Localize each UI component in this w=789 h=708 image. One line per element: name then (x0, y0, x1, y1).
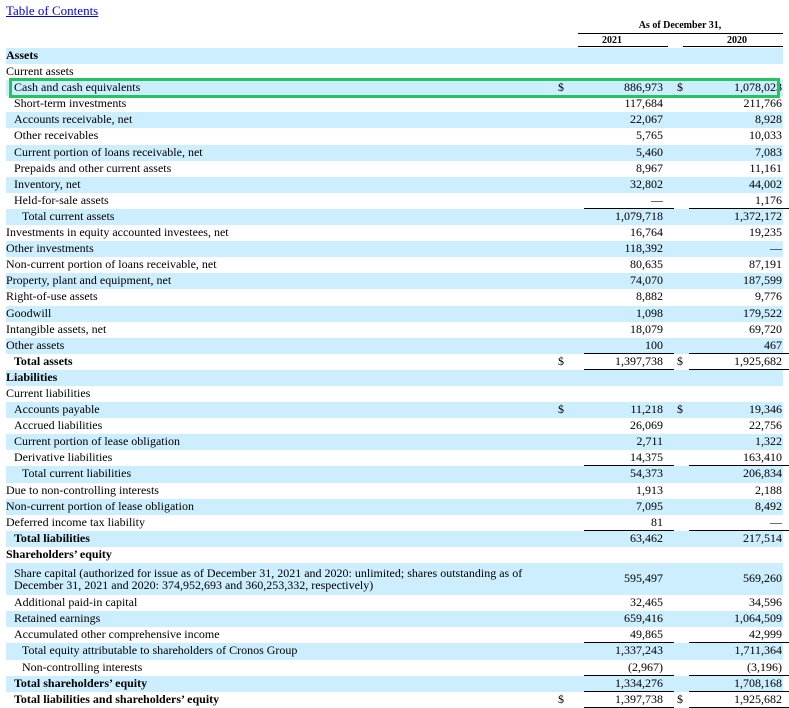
table-row (6, 660, 783, 676)
row-label: Deferred income tax liability (6, 514, 145, 529)
value-2020: 10,033 (749, 128, 782, 143)
table-row (6, 643, 783, 659)
table-of-contents-link[interactable]: Table of Contents (6, 3, 99, 18)
table-row (6, 338, 783, 354)
value-2021: 8,882 (636, 289, 663, 304)
currency-symbol-2021: $ (558, 80, 564, 95)
value-2021: 7,095 (636, 498, 663, 513)
value-2020: 69,720 (749, 321, 782, 336)
row-label: Accrued liabilities (14, 418, 103, 433)
table-row (6, 193, 783, 209)
row-label: Current liabilities (6, 385, 91, 400)
value-2021: 117,684 (624, 96, 663, 111)
value-2021: 5,765 (636, 128, 663, 143)
value-2020: 1,064,509 (734, 611, 782, 626)
row-label: Shareholders’ equity (6, 546, 112, 561)
row-label: Other investments (6, 241, 94, 256)
value-2020: 44,002 (749, 176, 782, 191)
value-2020: — (770, 241, 782, 256)
value-2020: 1,925,682 (734, 353, 782, 368)
row-label: Non-current portion of lease obligation (6, 498, 194, 513)
table-row (6, 386, 783, 402)
table-row-highlighted (6, 80, 783, 96)
value-2020: 187,599 (743, 273, 782, 288)
table-row (6, 531, 783, 547)
row-label: Total liabilities (14, 530, 90, 545)
currency-symbol-2020: $ (677, 80, 683, 95)
table-row (6, 209, 783, 225)
value-2021: — (651, 192, 663, 207)
currency-symbol-2021: $ (558, 402, 564, 417)
value-2021: 16,764 (630, 225, 663, 240)
row-label: Additional paid-in capital (14, 595, 138, 610)
value-2020: 9,776 (755, 289, 782, 304)
value-2021: 74,070 (630, 273, 663, 288)
table-row (6, 676, 783, 692)
table-row (6, 241, 783, 257)
row-label: Goodwill (6, 305, 52, 320)
year-header-2020: 2020 (727, 35, 747, 46)
value-2021: 54,373 (630, 466, 663, 481)
value-2021: 1,397,738 (615, 353, 663, 368)
table-row (6, 128, 783, 144)
value-2021: 5,460 (636, 144, 663, 159)
table-row (6, 322, 783, 338)
row-label: Current assets (6, 64, 74, 79)
row-label: Accounts payable (14, 402, 100, 417)
row-label: Total current assets (22, 208, 115, 223)
table-row (6, 273, 783, 289)
row-label: Total assets (14, 353, 73, 368)
value-2021: 595,497 (624, 571, 663, 585)
value-2021: 22,067 (630, 112, 663, 127)
row-label: Investments in equity accounted investees, net (6, 225, 229, 240)
value-2021: 1,334,276 (615, 675, 663, 690)
table-row (6, 466, 783, 482)
value-2020: 19,235 (749, 225, 782, 240)
value-2021: 100 (645, 337, 663, 352)
value-2020: 42,999 (749, 627, 782, 642)
row-label: Intangible assets, net (6, 321, 107, 336)
value-2020: 1,078,023 (734, 80, 782, 95)
value-2020: (3,196) (747, 659, 782, 674)
value-2020: 87,191 (749, 257, 782, 272)
table-row (6, 257, 783, 273)
year-rule-2021 (578, 46, 668, 47)
value-2021: 1,397,738 (615, 691, 663, 706)
currency-symbol-2021: $ (558, 353, 564, 368)
value-2021: 118,392 (624, 241, 663, 256)
value-2021: (2,967) (628, 659, 663, 674)
row-label: Accounts receivable, net (14, 112, 133, 127)
row-label: Total equity attributable to shareholders of Cronos Group (22, 643, 298, 658)
table-row (6, 112, 783, 128)
row-label: Retained earnings (14, 611, 101, 626)
value-2021: 80,635 (630, 257, 663, 272)
row-label: Non-current portion of loans receivable, net (6, 257, 217, 272)
value-2020: 569,260 (743, 571, 782, 585)
table-row (6, 64, 783, 80)
table-row (6, 611, 783, 627)
value-2020: 217,514 (743, 530, 782, 545)
value-2020: 206,834 (743, 466, 782, 481)
value-2021: 63,462 (630, 530, 663, 545)
value-2020: 1,708,168 (734, 675, 782, 690)
row-label: Prepaids and other current assets (14, 160, 172, 175)
row-label: Cash and cash equivalents (14, 80, 141, 95)
value-2021: 659,416 (624, 611, 663, 626)
row-label: Total shareholders’ equity (14, 675, 148, 690)
year-header-2021: 2021 (602, 35, 622, 46)
table-row (6, 547, 783, 563)
row-label: Inventory, net (14, 176, 81, 191)
row-label: Derivative liabilities (14, 450, 113, 465)
value-2021: 1,913 (636, 482, 663, 497)
value-2021: 81 (651, 514, 663, 529)
currency-symbol-2020: $ (677, 691, 683, 706)
table-row (6, 177, 783, 193)
row-label: Assets (6, 48, 38, 62)
table-row (6, 627, 783, 643)
period-header: As of December 31, (638, 20, 722, 31)
value-2021: 886,973 (624, 80, 663, 95)
row-label: Liabilities (6, 369, 58, 384)
row-label: Short-term investments (14, 96, 127, 111)
table-row (6, 515, 783, 531)
row-label: Property, plant and equipment, net (6, 273, 172, 288)
currency-symbol-2021: $ (558, 691, 564, 706)
value-2020: — (770, 514, 782, 529)
table-row (6, 402, 783, 418)
value-2020: 19,346 (749, 402, 782, 417)
value-2021: 18,079 (630, 321, 663, 336)
value-2020: 1,176 (755, 192, 782, 207)
value-2021: 1,337,243 (615, 643, 663, 658)
value-2021: 32,465 (630, 595, 663, 610)
value-2020: 8,492 (755, 498, 782, 513)
table-row (6, 434, 783, 450)
value-2020: 1,322 (755, 434, 782, 449)
table-row (6, 450, 783, 466)
value-2020: 467 (764, 337, 782, 352)
table-row (6, 370, 783, 386)
row-label: Other receivables (14, 128, 99, 143)
value-2020: 163,410 (743, 450, 782, 465)
row-label: Current portion of lease obligation (14, 434, 180, 449)
year-rule-2020 (683, 46, 783, 47)
value-2020: 11,161 (749, 160, 782, 175)
table-row (6, 145, 783, 161)
table-row (6, 595, 783, 611)
currency-symbol-2020: $ (677, 353, 683, 368)
balance-sheet-table (6, 48, 783, 708)
table-row (6, 289, 783, 305)
row-label: Held-for-sale assets (14, 192, 109, 207)
table-row (6, 161, 783, 177)
table-row (6, 692, 783, 708)
value-2020: 2,188 (755, 482, 782, 497)
row-label: Accumulated other comprehensive income (14, 627, 220, 642)
value-2021: 1,079,718 (615, 208, 663, 223)
table-row (6, 48, 783, 64)
row-label: Other assets (6, 337, 65, 352)
value-2021: 2,711 (636, 434, 663, 449)
value-2020: 1,925,682 (734, 691, 782, 706)
value-2020: 1,372,172 (734, 208, 782, 223)
period-header-rule (578, 33, 783, 34)
table-row (6, 483, 783, 499)
row-label: Non-controlling interests (22, 659, 143, 674)
value-2021: 49,865 (630, 627, 663, 642)
value-2020: 8,928 (755, 112, 782, 127)
value-2021: 32,802 (630, 176, 663, 191)
table-row (6, 563, 783, 595)
table-row (6, 306, 783, 322)
value-2021: 8,967 (636, 160, 663, 175)
row-label: Due to non-controlling interests (6, 482, 159, 497)
value-2020: 211,766 (743, 96, 782, 111)
table-row (6, 225, 783, 241)
value-2021: 1,098 (636, 305, 663, 320)
value-2020: 1,711,364 (734, 643, 782, 658)
row-label: Total liabilities and shareholders’ equity (14, 691, 220, 706)
row-label: Current portion of loans receivable, net (14, 144, 203, 159)
row-label: Right-of-use assets (6, 289, 98, 304)
table-row (6, 354, 783, 370)
row-label: Total current liabilities (22, 466, 132, 481)
value-2020: 7,083 (755, 144, 782, 159)
table-row (6, 499, 783, 515)
table-row (6, 96, 783, 112)
value-2021: 26,069 (630, 418, 663, 433)
value-2021: 11,218 (630, 402, 663, 417)
currency-symbol-2020: $ (677, 402, 683, 417)
value-2020: 34,596 (749, 595, 782, 610)
table-row (6, 418, 783, 434)
value-2020: 179,522 (743, 305, 782, 320)
value-2021: 14,375 (630, 450, 663, 465)
value-2020: 22,756 (749, 418, 782, 433)
row-label: Share capital (authorized for issue as of December 31, 2021 and 2020: unlimited; shares outstanding as of December 31, 2021 and 2020: 374,952,693 and 360,253,332, respectively) (14, 566, 523, 592)
